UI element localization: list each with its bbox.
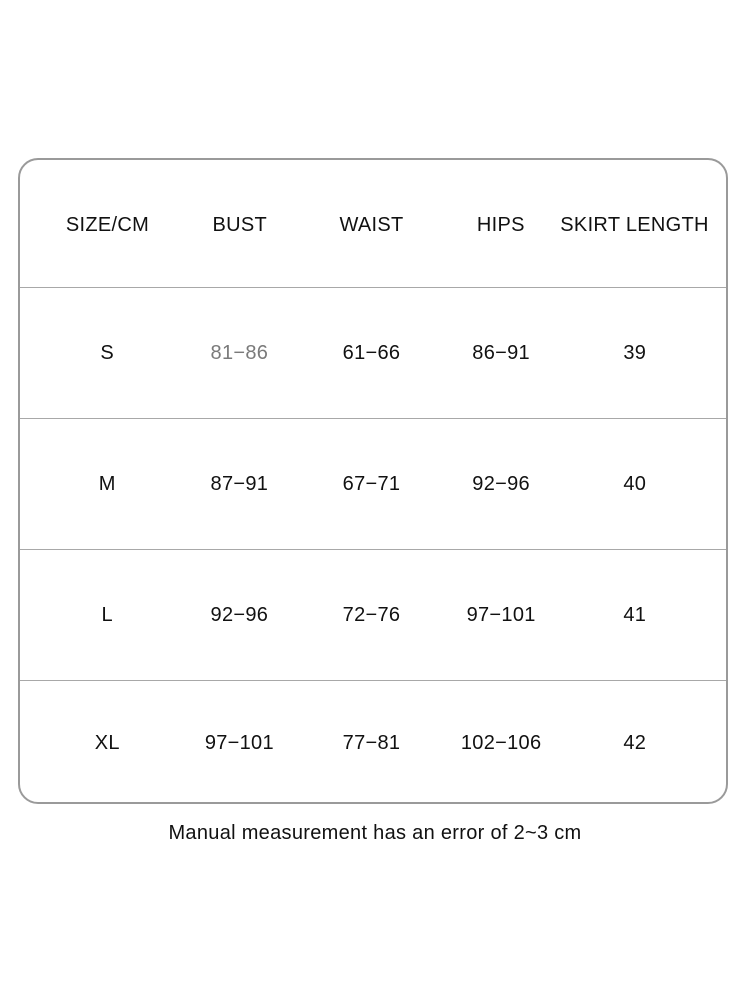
table-row [20,549,726,680]
header-size: SIZE/CM [65,214,150,236]
skirt-length-cell: 42 [623,732,647,754]
bust-cell: 87−91 [210,472,269,495]
measurement-note: Manual measurement has an error of 2~3 cm [168,822,582,844]
size-chart-table [18,158,728,804]
bust-cell: 97−101 [204,732,274,754]
hips-cell: 92−96 [472,472,530,495]
table-row [20,287,726,418]
header-waist: WAIST [339,214,404,236]
waist-cell: 77−81 [342,732,401,754]
skirt-length-cell: 41 [623,603,647,626]
header-hips: HIPS [476,214,525,236]
size-cell: XL [94,732,120,754]
skirt-length-cell: 39 [623,341,647,364]
table-row [20,418,726,549]
waist-cell: 67−71 [342,472,401,495]
size-cell: M [98,472,116,495]
size-cell: S [100,341,115,364]
hips-cell: 102−106 [460,732,542,754]
size-cell: L [101,603,113,626]
hips-cell: 97−101 [466,603,536,626]
bust-cell: 92−96 [210,603,269,626]
skirt-length-cell: 40 [623,472,647,495]
table-row [20,680,726,804]
hips-cell: 86−91 [472,341,530,364]
table-header-row [20,160,726,287]
bust-cell: 81−86 [210,341,269,364]
waist-cell: 61−66 [342,341,401,364]
header-bust: BUST [212,214,268,236]
waist-cell: 72−76 [342,603,401,626]
header-skirt-length: SKIRT LENGTH [560,214,709,236]
